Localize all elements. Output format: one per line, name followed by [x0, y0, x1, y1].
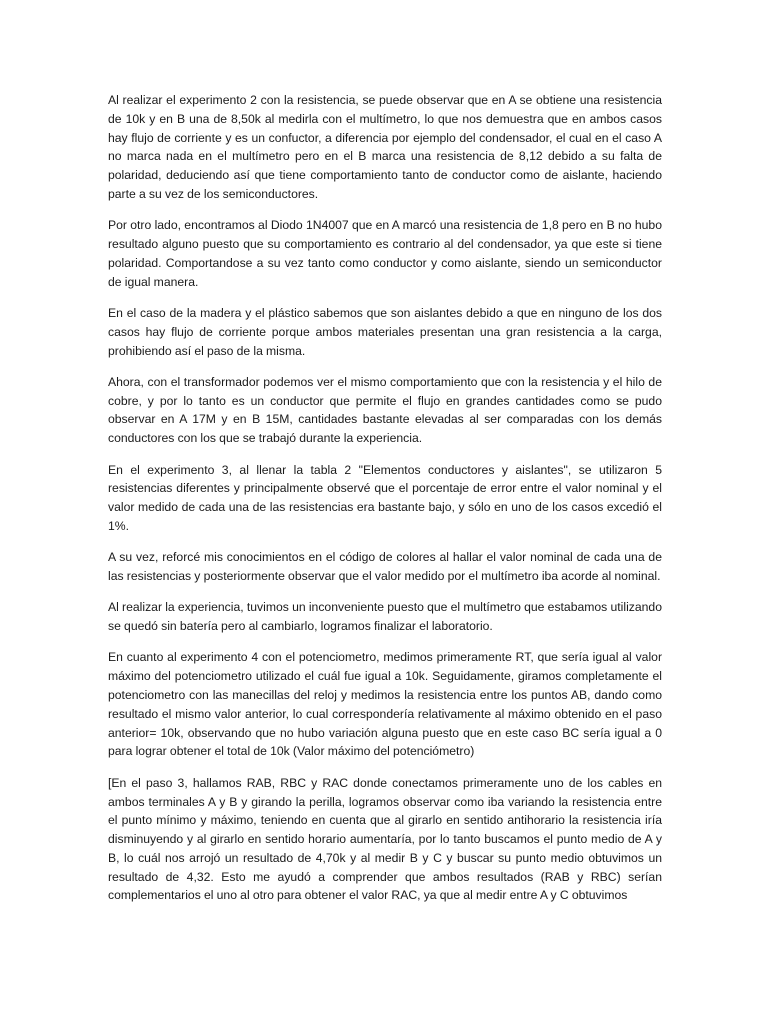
paragraph-diodo: Por otro lado, encontramos al Diodo 1N4007 que en A marcó una resistencia de 1,8 pero en B no hubo resultado alguno puesto que su comportamiento es contrario al del condensador, ya que este si tiene polaridad. Comportandose a su vez tanto como conductor y como aislante, siendo un semiconductor de igual manera. [108, 218, 662, 289]
document-body [108, 91, 662, 905]
paragraph-madera-plastico: En el caso de la madera y el plástico sabemos que son aislantes debido a que en ninguno de los dos casos hay flujo de corriente porque ambos materiales presentan una gran resistencia a la carga, prohibiendo así el paso de la misma. [108, 305, 662, 358]
paragraph-paso-3: [En el paso 3, hallamos RAB, RBC y RAC donde conectamos primeramente uno de los cables en ambos terminales A y B y girando la perilla, logramos observar como iba variando la resistencia entre el punto mínimo y máximo, teniendo en cuenta que al girarlo en sentido antihorario la resistencia iría disminuyendo y al girarlo en sentido horario aumentaría, por lo tanto buscamos el punto medio de A y B, lo cuál nos arrojó un resultado de 4,70k y al medir B y C y buscar su punto medio obtuvimos un resultado de 4,32. Esto me ayudó a comprender que ambos resultados (RAB y RBC) serían complementarios el uno al otro para obtener el valor RAC, ya que al medir entre A y C obtuvimos [108, 775, 662, 903]
paragraph-experiment-4: En cuanto al experimento 4 con el potenciometro, medimos primeramente RT, que sería igual al valor máximo del potenciometro utilizado el cuál fue igual a 10k. Seguidamente, giramos completamente el potenciometro con las manecillas del reloj y medimos la resistencia entre los puntos AB, dando como resultado el mismo valor anterior, lo cual correspondería relativamente al máximo obtenido en el paso anterior= 10k, observando que no hubo variación alguna puesto que en este caso BC sería igual a 0 para lograr obtener el total de 10k (Valor máximo del potenciómetro) [108, 650, 662, 759]
paragraph-codigo-colores: A su vez, reforcé mis conocimientos en el código de colores al hallar el valor nominal de cada una de las resistencias y posteriormente observar que el valor medido por el multímetro iba acorde al nominal. [108, 550, 662, 584]
paragraph-experiment-2-resistencia: Al realizar el experimento 2 con la resistencia, se puede observar que en A se obtiene una resistencia de 10k y en B una de 8,50k al medirla con el multímetro, lo que nos demuestra que en ambos casos hay flujo de corriente y es un confuctor, a diferencia por ejemplo del condensador, el cual en el caso A no marca nada en el multímetro pero en el B marca una resistencia de 8,12 debido a su falta de polaridad, deduciendo así que tiene comportamiento tanto de conductor como de aislante, haciendo parte a su vez de los semiconductores. [108, 93, 662, 201]
paragraph-transformador: Ahora, con el transformador podemos ver el mismo comportamiento que con la resistencia y el hilo de cobre, y por lo tanto es un conductor que permite el flujo en grandes cantidades como se pudo observar en A 17M y en B 15M, cantidades bastante elevadas al ser comparadas con los demás conductores con los que se trabajó durante la experiencia. [108, 374, 662, 446]
paragraph-inconveniente: Al realizar la experiencia, tuvimos un inconveniente puesto que el multímetro que estabamos utilizando se quedó sin batería pero al cambiarlo, logramos finalizar el laboratorio. [108, 600, 662, 634]
paragraph-experiment-3: En el experimento 3, al llenar la tabla 2 "Elementos conductores y aislantes", se utilizaron 5 resistencias diferentes y principalmente observé que el porcentaje de error entre el valor nominal y el valor medido de cada una de las resistencias era bastante bajo, y sólo en uno de los casos excedió el 1%. [108, 462, 662, 533]
